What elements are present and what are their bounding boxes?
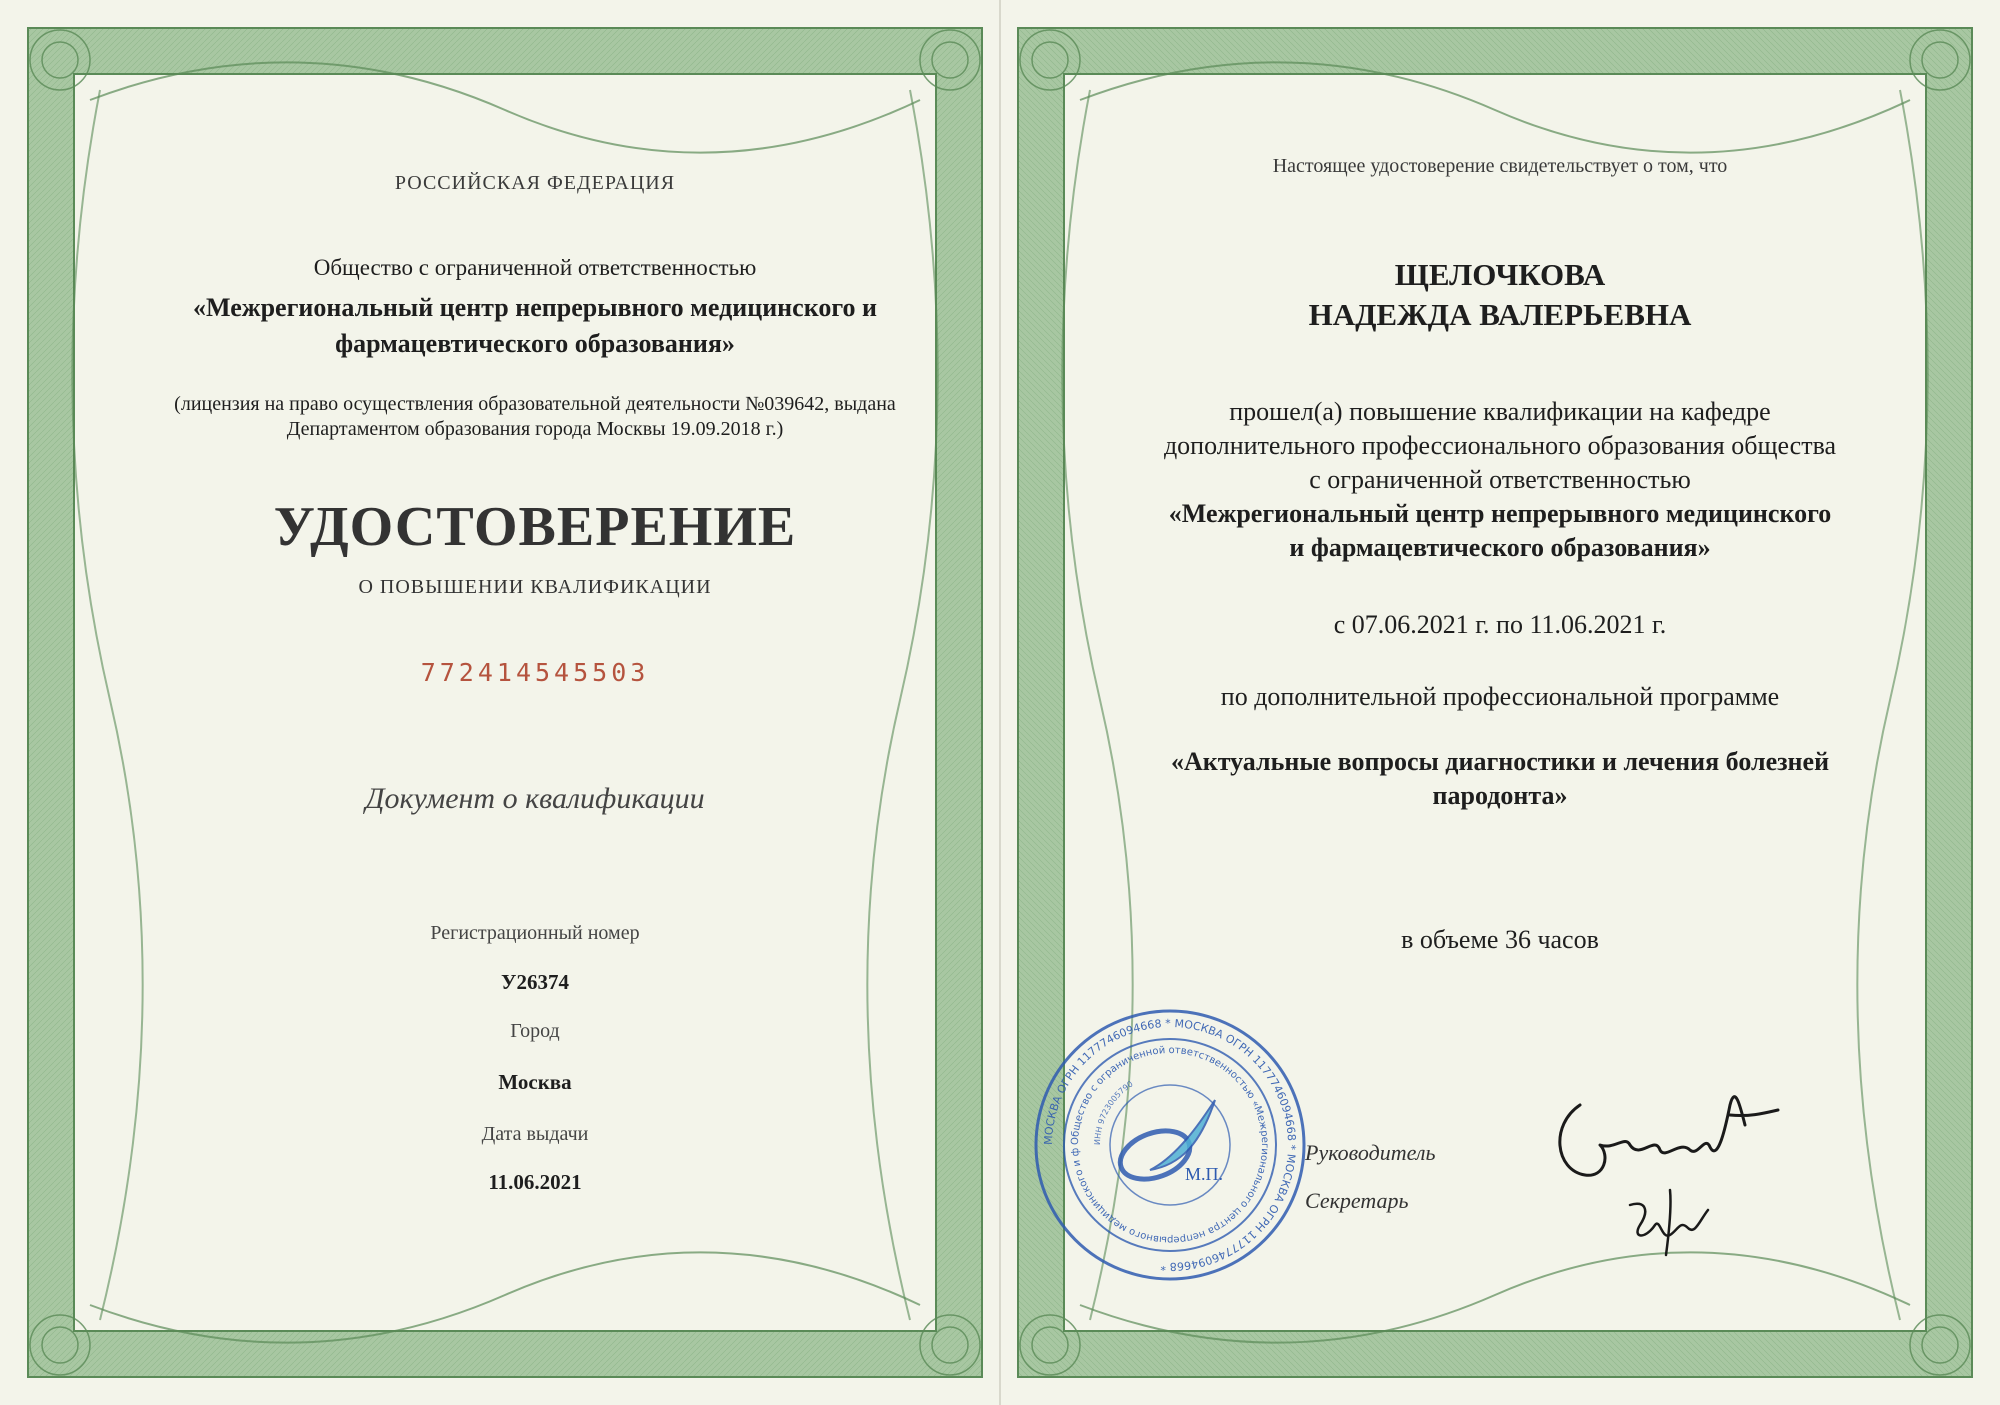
program-name-line2: пародонта» [1432,781,1568,810]
stamp-inn-text: ИНН 9723005790 [1092,1079,1135,1146]
stamp-graphic [1030,1005,1310,1285]
organization-name-line1: «Межрегиональный центр непрерывного медицинского и [193,293,877,322]
holder-name [1000,255,2000,335]
stamp-outer-text: МОСКВА ОГРН 1177746094668 * МОСКВА ОГРН 1177746094668 * МОСКВА ОГРН 1177746094668 * [1041,1016,1299,1274]
organization-name-line2: фармацевтического образования» [335,329,735,358]
training-organization-line2: и фармацевтического образования» [1289,533,1711,562]
training-volume: в объеме 36 часов [1401,925,1599,954]
city-value: Москва [498,1070,572,1094]
training-statement-line3: с ограниченной ответственностью [1309,465,1691,494]
holder-surname: ЩЕЛОЧКОВА [1394,257,1606,292]
training-dates: с 07.06.2021 г. по 11.06.2021 г. [1333,610,1667,639]
head-signature [1540,1065,1780,1185]
issue-date-label: Дата выдачи [481,1123,589,1145]
document-title: УДОСТОВЕРЕНИЕ [273,496,797,558]
stamp-inner-text: Общество с ограниченной ответственностью «Межрегионального центра непрерывного медицинского и ф [1069,1044,1271,1246]
stamp-mark: М.П. [1185,1164,1224,1184]
country-label: РОССИЙСКАЯ ФЕДЕРАЦИЯ [394,172,676,194]
organization-name [0,290,1070,362]
program-name-line1: «Актуальные вопросы диагностики и лечения болезней [1170,747,1830,776]
city-label: Город [510,1020,560,1042]
license-line2: Департаментом образования города Москвы 19.09.2018 г.) [286,418,784,440]
document-subtitle: О ПОВЫШЕНИИ КВАЛИФИКАЦИИ [358,576,712,598]
training-statement-line2: дополнительного профессионального образования общества [1163,431,1837,460]
registration-number-label: Регистрационный номер [430,922,640,944]
document-type: Документ о квалификации [365,782,705,815]
role-secretary-label: Секретарь [1305,1188,1409,1213]
serial-number: 772414545503 [420,658,650,687]
training-statement-line1: прошел(а) повышение квалификации на кафедре [1229,397,1771,426]
organization-stamp [1030,1005,1310,1285]
license-line1: (лицензия на право осуществления образовательной деятельности №039642, выдана [174,393,896,415]
training-organization-line1: «Межрегиональный центр непрерывного медицинского [1168,499,1832,528]
holder-given-names: НАДЕЖДА ВАЛЕРЬЕВНА [1308,297,1692,332]
issue-date-value: 11.06.2021 [488,1170,582,1194]
certification-intro: Настоящее удостоверение свидетельствует о том, что [1272,155,1728,177]
secretary-signature [1610,1180,1730,1260]
training-organization [1000,497,2000,565]
organization-type: Общество с ограниченной ответственностью [313,255,757,280]
training-statement [1000,395,2000,497]
role-head-label: Руководитель [1305,1140,1436,1165]
program-name [1000,745,2000,813]
program-intro: по дополнительной профессиональной программе [1220,682,1780,711]
license-info [0,392,1070,442]
registration-number-value: У26374 [501,970,569,994]
